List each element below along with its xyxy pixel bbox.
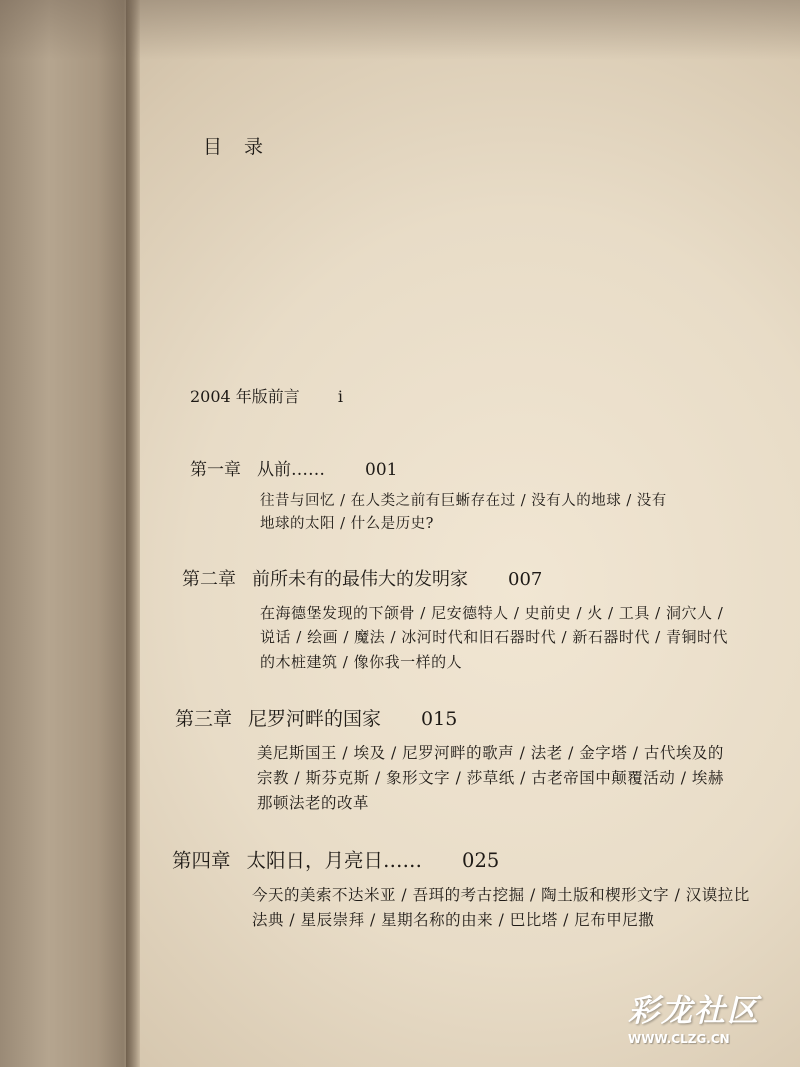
toc-chapter-1 xyxy=(190,455,680,537)
chapter-number: 第三章 xyxy=(175,708,233,730)
toc-preface-entry xyxy=(190,384,343,407)
toc-chapter-2 xyxy=(182,565,730,674)
chapter-page-number: 001 xyxy=(365,460,398,480)
watermark-logo xyxy=(628,985,786,1053)
chapter-title: 太阳日，月亮日…… xyxy=(246,849,423,872)
chapter-title: 尼罗河畔的国家 xyxy=(248,708,382,730)
chapter-page-number: 007 xyxy=(508,569,543,590)
preface-title: 2004 年版前言 xyxy=(190,387,300,406)
chapter-summary: 美尼斯国王 / 埃及 / 尼罗河畔的歌声 / 法老 / 金字塔 / 古代埃及的宗教 / 斯芬克斯 / 象形文字 / 莎草纸 / 古老帝国中颠覆活动 / 埃赫那顿法老的改革 xyxy=(257,744,724,813)
chapter-page-number: 015 xyxy=(421,708,458,730)
page-stack-gutter xyxy=(0,0,140,1067)
chapter-summary: 往昔与回忆 / 在人类之前有巨蜥存在过 / 没有人的地球 / 没有地球的太阳 / 什么是历史? xyxy=(260,493,667,533)
chapter-number: 第二章 xyxy=(182,569,236,590)
toc-chapter-4 xyxy=(172,845,750,933)
watermark-url: WWW.CLZG.CN xyxy=(628,1032,730,1046)
toc-chapter-3 xyxy=(175,704,735,816)
chapter-summary: 今天的美索不达米亚 / 吾珥的考古挖掘 / 陶土版和楔形文字 / 汉谟拉比法典 / 星辰崇拜 / 星期名称的由来 / 巴比塔 / 尼布甲尼撒 xyxy=(252,886,750,930)
chapter-number: 第一章 xyxy=(190,460,241,480)
chapter-summary: 在海德堡发现的下颌骨 / 尼安德特人 / 史前史 / 火 / 工具 / 洞穴人 / 说话 / 绘画 / 魔法 / 冰河时代和旧石器时代 / 新石器时代 / 青铜时代的木桩建筑 / 像你我一样的人 xyxy=(260,604,728,671)
chapter-title: 前所未有的最伟大的发明家 xyxy=(252,569,468,590)
chapter-number: 第四章 xyxy=(172,849,231,872)
watermark-brand: 彩龙社区 xyxy=(628,993,760,1029)
chapter-page-number: 025 xyxy=(462,849,500,872)
top-shadow xyxy=(0,0,800,60)
toc-heading: 目 录 xyxy=(203,136,272,158)
chapter-title: 从前…… xyxy=(257,460,325,480)
preface-page-number: i xyxy=(337,387,343,406)
